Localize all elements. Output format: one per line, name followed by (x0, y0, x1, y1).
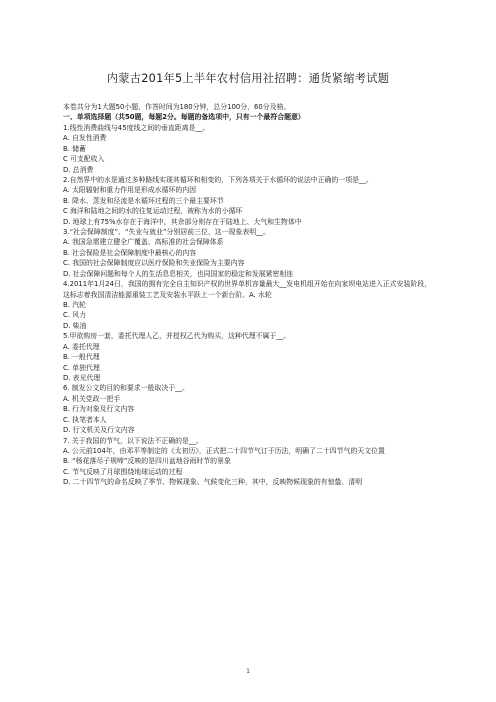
option-3c: C. 我国的社会保障制度应以医疗保险和失业保险为主要内容 (63, 259, 245, 268)
question-5: 5.甲欲购房一套，委托代理人乙，并授权乙代为购买，这种代理不属于__。 (63, 332, 291, 341)
question-1: 1.线性消费曲线与45度线之间的垂直距离是__。 (63, 123, 210, 132)
option-2b: B. 降水、蒸发和径流是水循环过程的三个最主要环节 (63, 196, 224, 205)
question-2: 2.自然界中的水是通过多种路线实现其循环和相变的，下列各项关于水循环的说法中正确的一项是__。 (63, 175, 373, 184)
option-6b: B. 行为对象及行文内容 (63, 405, 135, 414)
section-heading: 一、单项选择题（共50题，每题2分。每题的备选项中，只有一个最符合题意） (63, 113, 305, 122)
question-4: 4.2011年1月24日，我国的拥有完全自主知识产权的世界单机容量最大__发电机组开始在向家坝电站进入正式安装阶段，这标志着我国清洁能源重装工艺及安装水平跃上一个新台阶。A. 水轮 (63, 280, 432, 299)
option-5c: C. 单独代理 (63, 363, 100, 372)
option-4b: B. 汽轮 (63, 301, 86, 310)
option-5a: A. 委托代理 (63, 342, 100, 351)
question-6: 6. 制发公文的目的和要求一般取决于__。 (63, 384, 189, 393)
option-5b: B. 一般代理 (63, 353, 100, 362)
option-1d: D. 总消费 (63, 165, 94, 174)
option-4c: C. 风力 (63, 311, 86, 320)
option-2c: C 海洋和陆地之间的水的往复运动过程，被称为水的小循环 (63, 207, 243, 216)
option-5d: D. 表见代理 (63, 373, 101, 382)
option-7b: B. “杨花落尽子规啼”反映的是四川盆地谷雨时节的景象 (63, 457, 231, 466)
option-6d: D. 行文机关及行文内容 (63, 426, 135, 435)
option-7c: C. 节气反映了月球围绕地球运动的过程 (63, 467, 183, 476)
question-7: 7. 关于我国的节气，以下说法不正确的是__。 (63, 436, 203, 445)
option-7d: D. 二十四节气的命名反映了季节、物候现象、气候变化三种，其中，反映物候现象的有惊蛰、清明 (63, 478, 363, 487)
intro-text: 本卷共分为1大题50小题，作答时间为180分钟，总分100分，60分及格。 (63, 103, 291, 111)
option-1a: A. 自发性消费 (63, 134, 107, 143)
option-1b: B. 储蓄 (63, 144, 86, 153)
option-6c: C. 执笔者本人 (63, 415, 107, 424)
option-3b: B. 社会保险是社会保障制度中最核心的内容 (63, 248, 197, 257)
option-2a: A. 太阳辐射和重力作用是形成水循环的内因 (63, 186, 197, 195)
option-3d: D. 社会保障问题和每个人的生活息息相关，也同国家的稳定和发展紧密相连 (63, 269, 294, 278)
question-3: 3.“社会保障制度”、“失业与就业”分别居前三位，这一现象表明__。 (63, 228, 270, 237)
page-title: 内蒙古201年5上半年农村信用社招聘：通货紧缩考试题 (106, 72, 390, 85)
page-number: 1 (246, 668, 250, 675)
option-7a: A. 公元前104年，由邓平等制定的《太初历》，正式把二十四节气订于历法，明确了二十四节气的天文位置 (63, 446, 385, 455)
option-6a: A. 机关党政一把手 (63, 394, 121, 403)
option-3a: A. 我国急需建立健全广覆盖、高标准的社会保障体系 (63, 238, 224, 247)
option-4d: D. 柴油 (63, 321, 87, 330)
option-1c: C 可支配收入 (63, 155, 105, 164)
document-body (63, 102, 435, 488)
option-2d: D. 地球上有75%水存在于海洋中，其余部分则存在于陆地上、大气和生物体中 (63, 217, 302, 226)
